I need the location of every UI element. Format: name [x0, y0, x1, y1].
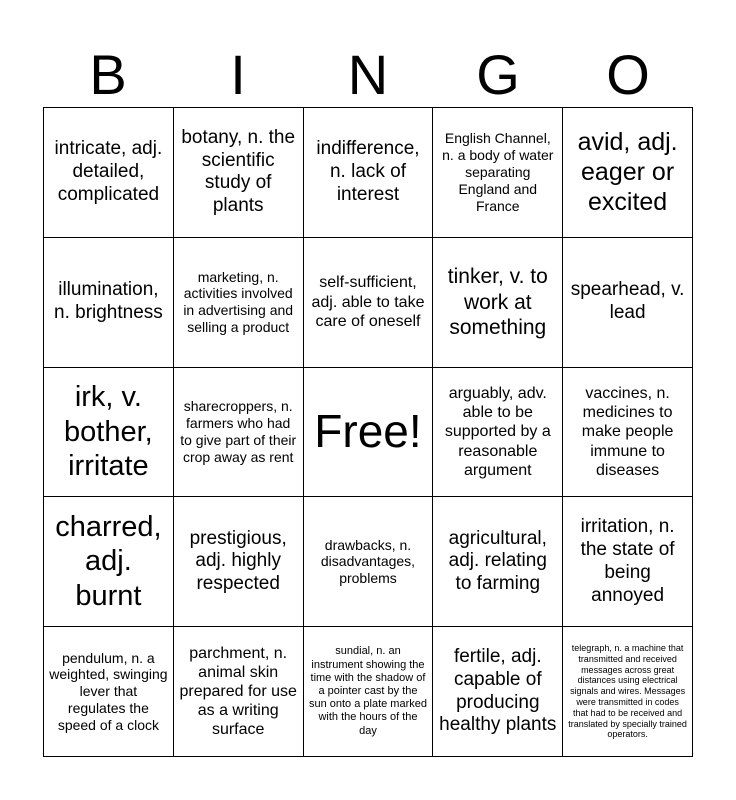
header-letter-g: G — [476, 43, 520, 106]
bingo-cell[interactable]: irk, v. bother, irritate — [44, 368, 174, 498]
bingo-header — [43, 44, 693, 106]
header-letter-i: I — [230, 43, 246, 106]
bingo-cell[interactable]: drawbacks, n. disadvantages, problems — [304, 497, 434, 627]
bingo-cell[interactable]: prestigious, adj. highly respected — [174, 497, 304, 627]
bingo-cell[interactable]: English Channel, n. a body of water separating England and France — [433, 108, 563, 238]
bingo-cell[interactable]: arguably, adv. able to be supported by a reasonable argument — [433, 368, 563, 498]
bingo-cell[interactable]: sundial, n. an instrument showing the time with the shadow of a pointer cast by the sun onto a plate marked with the hours of the day — [304, 627, 434, 757]
bingo-cell[interactable]: self-sufficient, adj. able to take care of oneself — [304, 238, 434, 368]
bingo-cell[interactable]: spearhead, v. lead — [563, 238, 693, 368]
bingo-cell[interactable]: indifference, n. lack of interest — [304, 108, 434, 238]
bingo-cell[interactable]: illumination, n. brightness — [44, 238, 174, 368]
header-letter-o: O — [606, 43, 650, 106]
bingo-cell[interactable]: avid, adj. eager or excited — [563, 108, 693, 238]
bingo-cell[interactable]: parchment, n. animal skin prepared for use as a writing surface — [174, 627, 304, 757]
bingo-cell[interactable]: agricultural, adj. relating to farming — [433, 497, 563, 627]
free-space[interactable]: Free! — [304, 368, 434, 498]
bingo-cell[interactable]: intricate, adj. detailed, complicated — [44, 108, 174, 238]
bingo-cell[interactable]: telegraph, n. a machine that transmitted and received messages across great distances using electrical signals and wires. Messages were transmitted in codes that had to be received and translated by specially trained operators. — [563, 627, 693, 757]
bingo-cell[interactable]: fertile, adj. capable of producing healthy plants — [433, 627, 563, 757]
bingo-cell[interactable]: sharecroppers, n. farmers who had to give part of their crop away as rent — [174, 368, 304, 498]
header-letter-n: N — [347, 43, 389, 106]
bingo-cell[interactable]: marketing, n. activities involved in advertising and selling a product — [174, 238, 304, 368]
bingo-cell[interactable]: botany, n. the scientific study of plants — [174, 108, 304, 238]
bingo-cell[interactable]: irritation, n. the state of being annoyed — [563, 497, 693, 627]
bingo-cell[interactable]: tinker, v. to work at something — [433, 238, 563, 368]
header-letter-b: B — [89, 43, 127, 106]
bingo-cell[interactable]: pendulum, n. a weighted, swinging lever that regulates the speed of a clock — [44, 627, 174, 757]
bingo-cell[interactable]: vaccines, n. medicines to make people immune to diseases — [563, 368, 693, 498]
bingo-cell[interactable]: charred, adj. burnt — [44, 497, 174, 627]
bingo-board — [43, 107, 693, 757]
